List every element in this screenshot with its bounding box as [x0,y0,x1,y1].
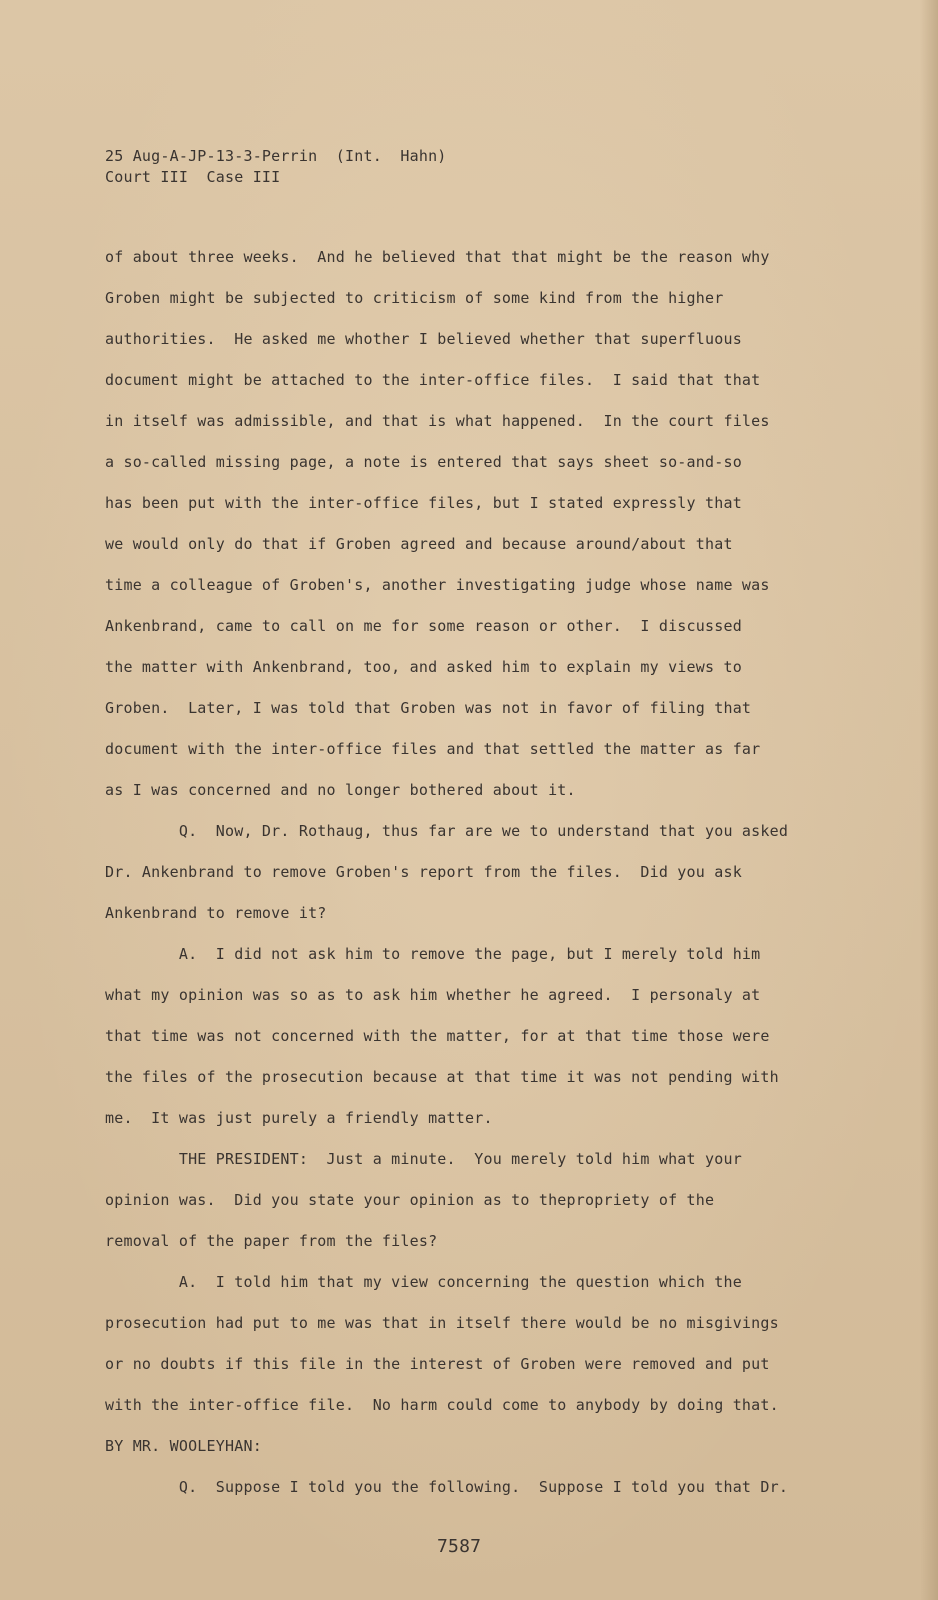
transcript-line: what my opinion was so as to ask him whether he agreed. I personaly at [105,986,761,1004]
transcript-line: BY MR. WOOLEYHAN: [105,1437,262,1455]
transcript-line: of about three weeks. And he believed that that might be the reason why [105,248,770,266]
transcript-line: we would only do that if Groben agreed and because around/about that [105,535,733,553]
transcript-line: Q. Suppose I told you the following. Suppose I told you that Dr. [105,1478,789,1496]
transcript-line: document with the inter-office files and that settled the matter as far [105,740,761,758]
transcript-line: Groben. Later, I was told that Groben was not in favor of filing that [105,699,752,717]
transcript-line: the matter with Ankenbrand, too, and asked him to explain my views to [105,658,742,676]
transcript-line: THE PRESIDENT: Just a minute. You merely told him what your [105,1150,742,1168]
transcript-line: authorities. He asked me whother I believed whether that superfluous [105,330,742,348]
transcript-line: in itself was admissible, and that is what happened. In the court files [105,412,770,430]
document-header [105,146,447,188]
header-line-2: Court III Case III [105,168,281,186]
transcript-line: document might be attached to the inter-office files. I said that that [105,371,761,389]
transcript-line: removal of the paper from the files? [105,1232,438,1250]
header-line-1: 25 Aug-A-JP-13-3-Perrin (Int. Hahn) [105,147,447,165]
page-edge-shadow [920,0,938,1600]
transcript-line: Q. Now, Dr. Rothaug, thus far are we to understand that you asked [105,822,789,840]
transcript-line: A. I did not ask him to remove the page, but I merely told him [105,945,761,963]
transcript-line: the files of the prosecution because at that time it was not pending with [105,1068,779,1086]
transcript-line: with the inter-office file. No harm could come to anybody by doing that. [105,1396,779,1414]
transcript-line: Ankenbrand to remove it? [105,904,327,922]
transcript-line: as I was concerned and no longer bothered about it. [105,781,576,799]
transcript-line: Ankenbrand, came to call on me for some reason or other. I discussed [105,617,742,635]
transcript-line: a so-called missing page, a note is entered that says sheet so-and-so [105,453,742,471]
transcript-line: Dr. Ankenbrand to remove Groben's report from the files. Did you ask [105,863,742,881]
transcript-body [105,246,865,1517]
transcript-line: opinion was. Did you state your opinion as to thepropriety of the [105,1191,715,1209]
transcript-line: has been put with the inter-office files, but I stated expressly that [105,494,742,512]
transcript-line: prosecution had put to me was that in itself there would be no misgivings [105,1314,779,1332]
transcript-line: Groben might be subjected to criticism of some kind from the higher [105,289,724,307]
page-number: 7587 [437,1536,482,1557]
transcript-line: me. It was just purely a friendly matter. [105,1109,493,1127]
transcript-line: that time was not concerned with the matter, for at that time those were [105,1027,770,1045]
transcript-line: or no doubts if this file in the interest of Groben were removed and put [105,1355,770,1373]
transcript-line: time a colleague of Groben's, another investigating judge whose name was [105,576,770,594]
transcript-line: A. I told him that my view concerning the question which the [105,1273,742,1291]
